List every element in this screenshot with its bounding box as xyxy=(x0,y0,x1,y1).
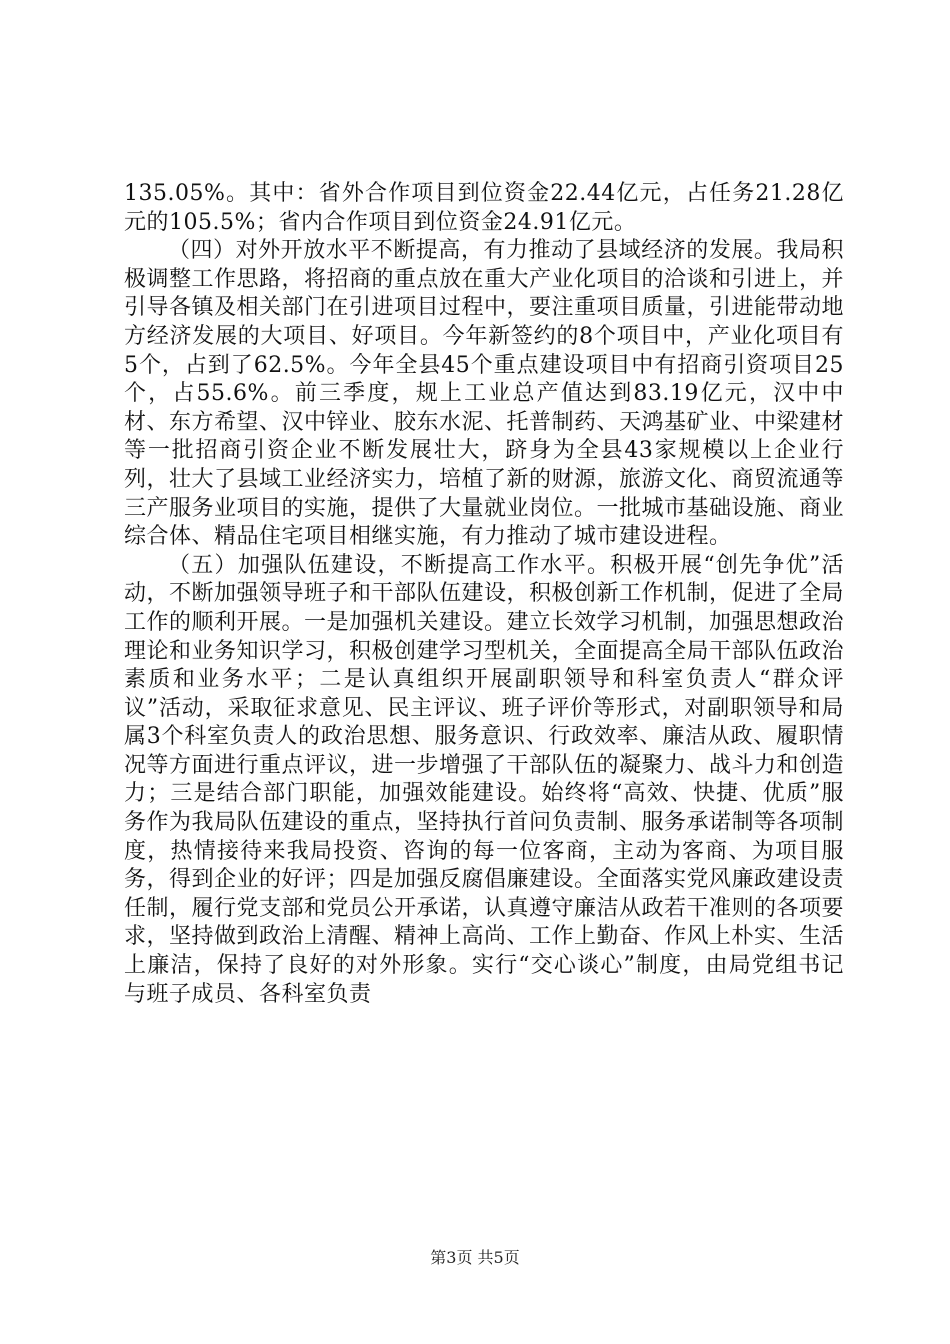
paragraph-continued: 135.05%。其中：省外合作项目到位资金22.44亿元，占任务21.28亿元的105.5%；省内合作项目到位资金24.91亿元。 xyxy=(124,181,844,235)
page-number-footer: 第3页 共5页 xyxy=(430,1248,520,1267)
document-body xyxy=(124,180,844,1009)
paragraph-section-five: （五）加强队伍建设，不断提高工作水平。积极开展“创先争优”活动，不断加强领导班子和干部队伍建设，积极创新工作机制，促进了全局工作的顺利开展。一是加强机关建设。建立长效学习机制，加强思想政治理论和业务知识学习，积极创建学习型机关，全面提高全局干部队伍政治素质和业务水平；二是认真组织开展副职领导和科室负责人“群众评议”活动，采取征求意见、民主评议、班子评价等形式，对副职领导和局属3个科室负责人的政治思想、服务意识、行政效率、廉洁从政、履职情况等方面进行重点评议，进一步增强了干部队伍的凝聚力、战斗力和创造力；三是结合部门职能，加强效能建设。始终将“高效、快捷、优质”服务作为我局队伍建设的重点，坚持执行首问负责制、服务承诺制等各项制度，热情接待来我局投资、咨询的每一位客商，主动为客商、为项目服务，得到企业的好评；四是加强反腐倡廉建设。全面落实党风廉政建设责任制，履行党支部和党员公开承诺，认真遵守廉洁从政若干准则的各项要求，坚持做到政治上清醒、精神上高尚、工作上勤奋、作风上朴实、生活上廉洁，保持了良好的对外形象。实行“交心谈心”制度，由局党组书记与班子成员、各科室负责 xyxy=(124,552,845,1007)
paragraph-section-four: （四）对外开放水平不断提高，有力推动了县域经济的发展。我局积极调整工作思路，将招商的重点放在重大产业化项目的洽谈和引进上，并引导各镇及相关部门在引进项目过程中，要注重项目质量，引进能带动地方经济发展的大项目、好项目。今年新签约的8个项目中，产业化项目有5个，占到了62.5%。今年全县45个重点建设项目中有招商引资项目25个，占55.6%。前三季度，规上工业总产值达到83.19亿元，汉中中材、东方希望、汉中锌业、胶东水泥、托普制药、天鸿基矿业、中梁建材等一批招商引资企业不断发展壮大，跻身为全县43家规模以上企业行列，壮大了县域工业经济实力，培植了新的财源，旅游文化、商贸流通等三产服务业项目的实施，提供了大量就业岗位。一批城市基础设施、商业综合体、精品住宅项目相继实施，有力推动了城市建设进程。 xyxy=(124,238,845,550)
